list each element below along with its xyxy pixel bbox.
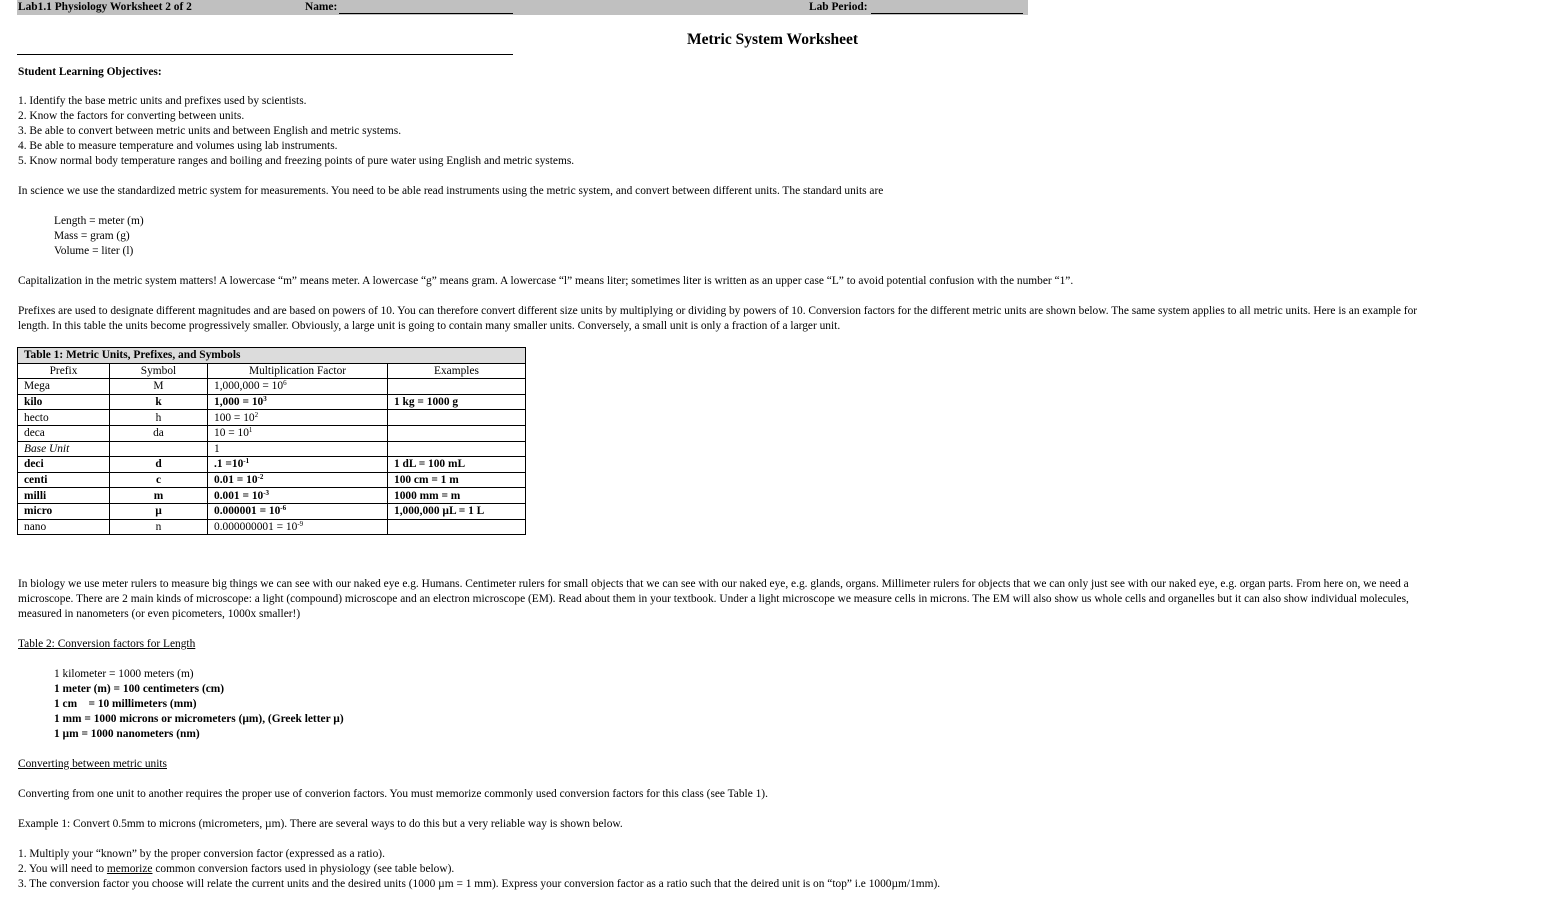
lab-period-label: Lab Period: — [809, 1, 868, 13]
factor-exponent: -2 — [257, 473, 264, 482]
conversion-factor-item: 1 mm = 1000 microns or micrometers (µm), (Greek letter µ) — [54, 713, 344, 725]
factor-text: 0.01 = 10 — [214, 474, 258, 487]
prefix-cell: hecto — [18, 410, 110, 426]
objective-item: 1. Identify the base metric units and prefixes used by scientists. — [18, 95, 307, 107]
symbol-cell: m — [110, 488, 208, 504]
conversion-factor-item: 1 meter (m) = 100 centimeters (cm) — [54, 683, 225, 695]
prefix-cell: Mega — [18, 379, 110, 395]
factor-text: 0.000000001 = 10 — [214, 520, 298, 533]
step-item: 3. The conversion factor you choose will relate the current units and the desired units (1000 µm = 1 mm). Express your conversion factor as a ratio such that the deired unit is on “top” i.e 1000µm/1mm). — [18, 878, 941, 890]
factor-cell — [208, 519, 388, 535]
example-cell: 1 dL = 100 mL — [388, 457, 526, 473]
column-header: Examples — [388, 363, 526, 379]
column-header: Multiplication Factor — [208, 363, 388, 379]
example-cell: 1 kg = 1000 g — [388, 394, 526, 410]
converting-paragraph: Converting from one unit to another requires the proper use of converion factors. You must memorize commonly used conversion factors for this class (see Table 1). — [18, 788, 768, 800]
column-header: Symbol — [110, 363, 208, 379]
factor-cell — [208, 425, 388, 441]
prefix-cell: milli — [18, 488, 110, 504]
factor-exponent: 2 — [254, 410, 259, 419]
table-header-row — [18, 363, 526, 379]
factor-exponent: -1 — [243, 457, 250, 466]
intro-paragraph: In science we use the standardized metric system for measurements. You need to be able read instruments using the metric system, and convert between different units. The standard units are — [18, 185, 884, 197]
example-cell — [388, 410, 526, 426]
standard-unit: Length = meter (m) — [54, 215, 144, 227]
factor-exponent: 1 — [248, 426, 253, 435]
objective-item: 2. Know the factors for converting between units. — [18, 110, 245, 122]
factor-cell — [208, 379, 388, 395]
factor-exponent: 3 — [263, 395, 267, 404]
factor-cell — [208, 488, 388, 504]
capitalization-paragraph: Capitalization in the metric system matters! A lowercase “m” means meter. A lowercase “g” means gram. A lowercase “l” means liter; sometimes liter is written as an upper case “L” to avoid potential confusion with the number “1”. — [18, 275, 1074, 287]
example-cell: 1,000,000 µL = 1 L — [388, 503, 526, 519]
prefix-cell: nano — [18, 519, 110, 535]
prefixes-paragraph-line: length. In this table the units become progressively smaller. Obviously, a large unit is going to contain many smaller units. Conversely, a small unit is only a fraction of a larger unit. — [18, 320, 841, 332]
symbol-cell: k — [110, 394, 208, 410]
example-cell: 1000 mm = m — [388, 488, 526, 504]
prefix-cell: Base Unit — [18, 441, 110, 457]
factor-text: 1,000,000 = 10 — [214, 380, 284, 393]
objective-item: 5. Know normal body temperature ranges and boiling and freezing points of pure water using English and metric systems. — [18, 155, 575, 167]
page-title: Metric System Worksheet — [686, 31, 859, 48]
conversion-factor-item: 1 µm = 1000 nanometers (nm) — [54, 728, 200, 740]
lab-period-blank — [871, 13, 1023, 14]
objectives-heading: Student Learning Objectives: — [18, 66, 162, 78]
objective-item: 3. Be able to convert between metric units and between English and metric systems. — [18, 125, 402, 137]
factor-cell — [208, 410, 388, 426]
table-row — [18, 519, 526, 535]
example-cell — [388, 379, 526, 395]
header-bar — [17, 0, 1028, 15]
symbol-cell: n — [110, 519, 208, 535]
symbol-cell — [110, 441, 208, 457]
name-continuation-line — [17, 54, 513, 55]
table-row — [18, 457, 526, 473]
symbol-cell: c — [110, 472, 208, 488]
biology-paragraph-line: microscope. There are 2 main kinds of microscope: a light (compound) microscope and an electron microscope (EM). Read about them in your textbook. Under a light microscope we measure cells in microns. The EM will also show us whole cells and organelles but it can also show individual molecules, — [18, 593, 1409, 605]
example-paragraph: Example 1: Convert 0.5mm to microns (micrometers, µm). There are several ways to do this but a very reliable way is shown below. — [18, 818, 623, 830]
conversion-factor-item: 1 cm = 10 millimeters (mm) — [54, 698, 197, 710]
standard-unit: Mass = gram (g) — [54, 230, 130, 242]
table-row — [18, 394, 526, 410]
table-row — [18, 488, 526, 504]
table-row — [18, 472, 526, 488]
step-text: common conversion factors used in physiology (see table below). — [152, 863, 455, 875]
prefix-cell: centi — [18, 472, 110, 488]
symbol-cell: M — [110, 379, 208, 395]
factor-cell — [208, 472, 388, 488]
example-cell — [388, 425, 526, 441]
prefix-cell: micro — [18, 503, 110, 519]
symbol-cell: h — [110, 410, 208, 426]
table-caption: Table 1: Metric Units, Prefixes, and Symbols — [18, 348, 526, 364]
factor-exponent: -6 — [280, 504, 287, 513]
factor-text: 1 — [214, 442, 220, 455]
symbol-cell: µ — [110, 503, 208, 519]
prefix-cell: deca — [18, 425, 110, 441]
factor-cell — [208, 441, 388, 457]
metric-prefix-table — [17, 347, 526, 535]
prefix-cell: deci — [18, 457, 110, 473]
biology-paragraph-line: In biology we use meter rulers to measure big things we can see with our naked eye e.g. Humans. Centimeter rulers for small objects that we can see with our naked eye, e.g. glands, organs. Millimeter rulers for objects that we can only just see with our naked eye, e.g. organ parts. From here on, we need a — [18, 578, 1409, 590]
conversion-factor-item: 1 kilometer = 1000 meters (m) — [54, 668, 194, 680]
table-row — [18, 410, 526, 426]
factor-text: 0.000001 = 10 — [214, 505, 281, 518]
factor-cell — [208, 394, 388, 410]
standard-unit: Volume = liter (l) — [54, 245, 134, 257]
step-item: 1. Multiply your “known” by the proper conversion factor (expressed as a ratio). — [18, 848, 385, 860]
step-text: 2. You will need to — [18, 863, 107, 875]
factor-cell — [208, 457, 388, 473]
factor-exponent: 6 — [283, 379, 287, 388]
example-cell — [388, 441, 526, 457]
factor-exponent: -3 — [263, 488, 270, 497]
course-title: Lab1.1 Physiology Worksheet 2 of 2 — [18, 1, 192, 13]
table-row — [18, 379, 526, 395]
table-row — [18, 441, 526, 457]
prefixes-paragraph-line: Prefixes are used to designate different magnitudes and are based on powers of 10. You can therefore convert different size units by multiplying or dividing by powers of 10. Conversion factors for the different metric units are shown below. The same system applies to all metric units. Here is an example for — [18, 305, 1418, 317]
column-header: Prefix — [18, 363, 110, 379]
factor-text: 0.001 = 10 — [214, 489, 264, 502]
converting-heading: Converting between metric units — [18, 758, 167, 770]
factor-exponent: -9 — [297, 519, 304, 528]
step-item — [18, 862, 454, 877]
objective-item: 4. Be able to measure temperature and volumes using lab instruments. — [18, 140, 338, 152]
prefix-cell: kilo — [18, 394, 110, 410]
table-row — [18, 425, 526, 441]
table2-heading: Table 2: Conversion factors for Length — [18, 638, 196, 650]
example-cell: 100 cm = 1 m — [388, 472, 526, 488]
memorize-text: memorize — [106, 863, 153, 875]
factor-text: .1 =10 — [214, 458, 244, 471]
name-blank — [339, 13, 513, 14]
table-caption-row — [18, 348, 526, 364]
factor-text: 10 = 10 — [214, 427, 249, 440]
name-label: Name: — [305, 1, 338, 13]
factor-cell — [208, 503, 388, 519]
factor-text: 100 = 10 — [214, 411, 255, 424]
symbol-cell: da — [110, 425, 208, 441]
table-row — [18, 503, 526, 519]
example-cell — [388, 519, 526, 535]
biology-paragraph-line: measured in nanometers (or even picometers, 1000x smaller!) — [18, 608, 301, 620]
factor-text: 1,000 = 10 — [214, 396, 264, 409]
symbol-cell: d — [110, 457, 208, 473]
